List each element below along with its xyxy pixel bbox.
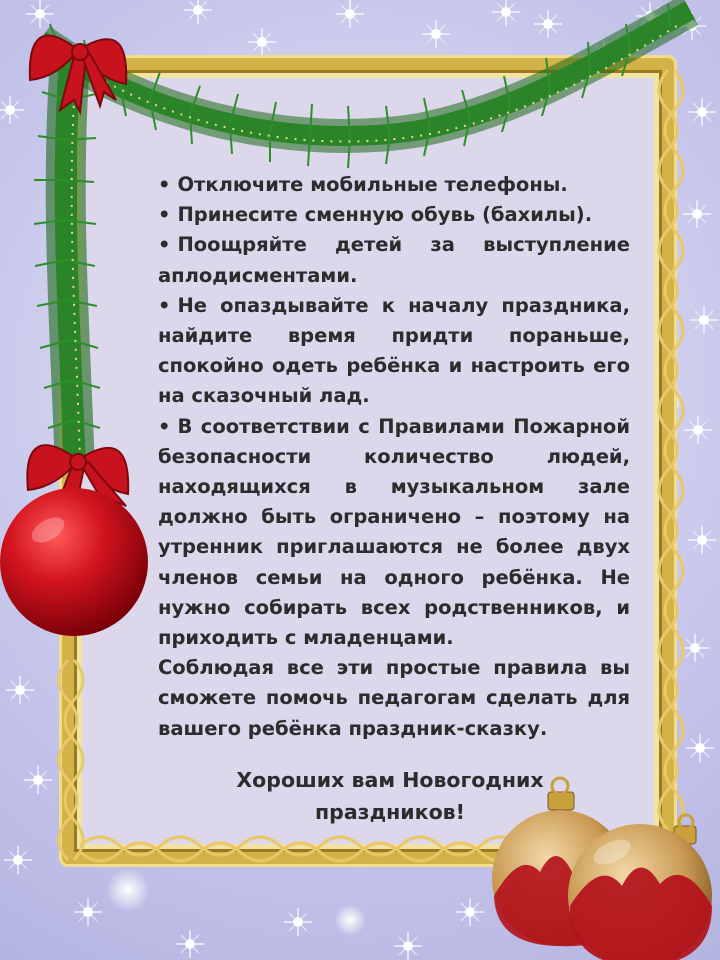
greeting-line-2: праздников! bbox=[315, 800, 465, 824]
new-year-greeting bbox=[200, 764, 580, 828]
rule-item-5: • В соответствии с Правилами Пожарной безопасности количество людей, находящихся в музыкальном зале должно быть ограничено – поэтому на утренник приглашаются не более двух членов семьи на одного ребёнка. Не нужно собирать всех родственников, и приходить с младенцами. bbox=[158, 414, 630, 650]
rule-item-4: • Не опаздывайте к началу праздника, найдите время придти пораньше, спокойно одеть ребёнка и настроить его на сказочный лад. bbox=[158, 293, 630, 408]
rule-item-3: • Поощряйте детей за выступление аплодисментами. bbox=[158, 233, 630, 287]
rule-item-2: • Принесите сменную обувь (бахилы). bbox=[158, 203, 593, 227]
greeting-line-1: Хороших вам Новогодних bbox=[236, 768, 544, 792]
closing-paragraph: Соблюдая все эти простые правила вы сможете помочь педагогам сделать для вашего ребёнка праздник-сказку. bbox=[158, 656, 630, 740]
rule-item-1: • Отключите мобильные телефоны. bbox=[158, 173, 568, 196]
rules-text-block bbox=[158, 170, 630, 744]
